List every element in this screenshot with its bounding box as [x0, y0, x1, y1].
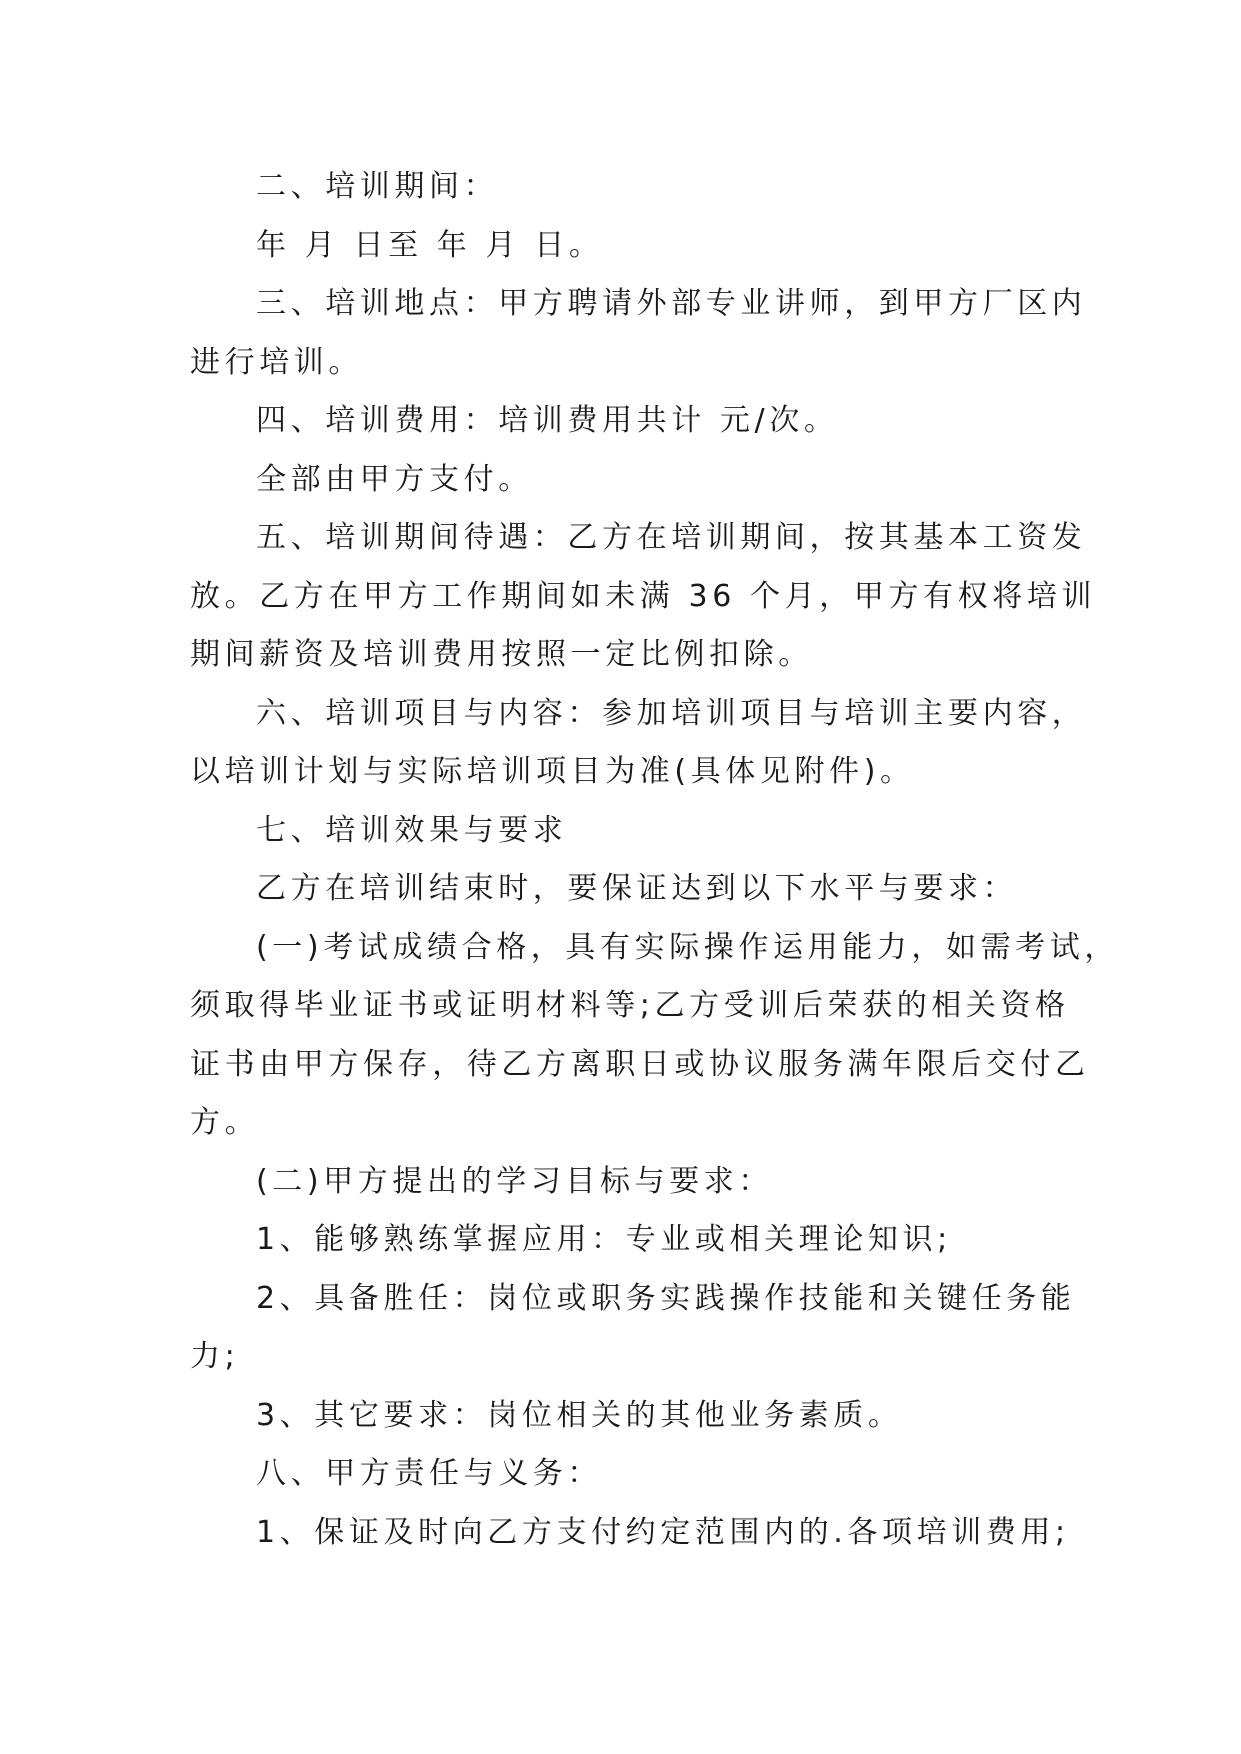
- text-line: 力;: [190, 1339, 240, 1374]
- text-line: 乙方在培训结束时，要保证达到以下水平与要求：: [256, 871, 1018, 906]
- text-line: 1、能够熟练掌握应用：专业或相关理论知识;: [256, 1222, 952, 1257]
- text-line: 以培训计划与实际培训项目为准(具体见附件)。: [190, 754, 915, 789]
- text-line: 五、培训期间待遇：乙方在培训期间，按其基本工资发: [256, 520, 1087, 555]
- text-line: 放。乙方在甲方工作期间如未满 36 个月，甲方有权将培训: [190, 578, 1097, 614]
- text-line: 证书由甲方保存，待乙方离职日或协议服务满年限后交付乙: [190, 1046, 1090, 1082]
- text-line: 2、具备胜任：岗位或职务实践操作技能和关键任务能: [256, 1280, 1076, 1316]
- text-line: 方。: [190, 1105, 260, 1140]
- text-line: 八、甲方责任与义务：: [256, 1456, 602, 1491]
- text-line: 1、保证及时向乙方支付约定范围内的.各项培训费用;: [256, 1514, 1070, 1550]
- text-line: 三、培训地点：甲方聘请外部专业讲师，到甲方厂区内: [256, 286, 1087, 321]
- text-line: 七、培训效果与要求: [256, 812, 568, 848]
- text-line: 3、其它要求：岗位相关的其他业务素质。: [256, 1397, 903, 1433]
- text-line: 全部由甲方支付。: [256, 461, 533, 497]
- text-line: 期间薪资及培训费用按照一定比例扣除。: [190, 637, 813, 672]
- text-line: 二、培训期间：: [256, 169, 499, 204]
- text-line: 年 月 日至 年 月 日。: [256, 227, 604, 263]
- text-line: 四、培训费用：培训费用共计 元/次。: [256, 403, 839, 438]
- text-line: (二)甲方提出的学习目标与要求：: [256, 1163, 774, 1199]
- text-line: 六、培训项目与内容：参加培训项目与培训主要内容，: [256, 695, 1087, 731]
- text-line: 须取得毕业证书或证明材料等;乙方受训后荣获的相关资格: [190, 988, 1070, 1023]
- text-line: 进行培训。: [190, 344, 363, 380]
- text-line: (一)考试成绩合格，具有实际操作运用能力，如需考试，: [256, 929, 1120, 965]
- document-body: [190, 158, 1120, 1562]
